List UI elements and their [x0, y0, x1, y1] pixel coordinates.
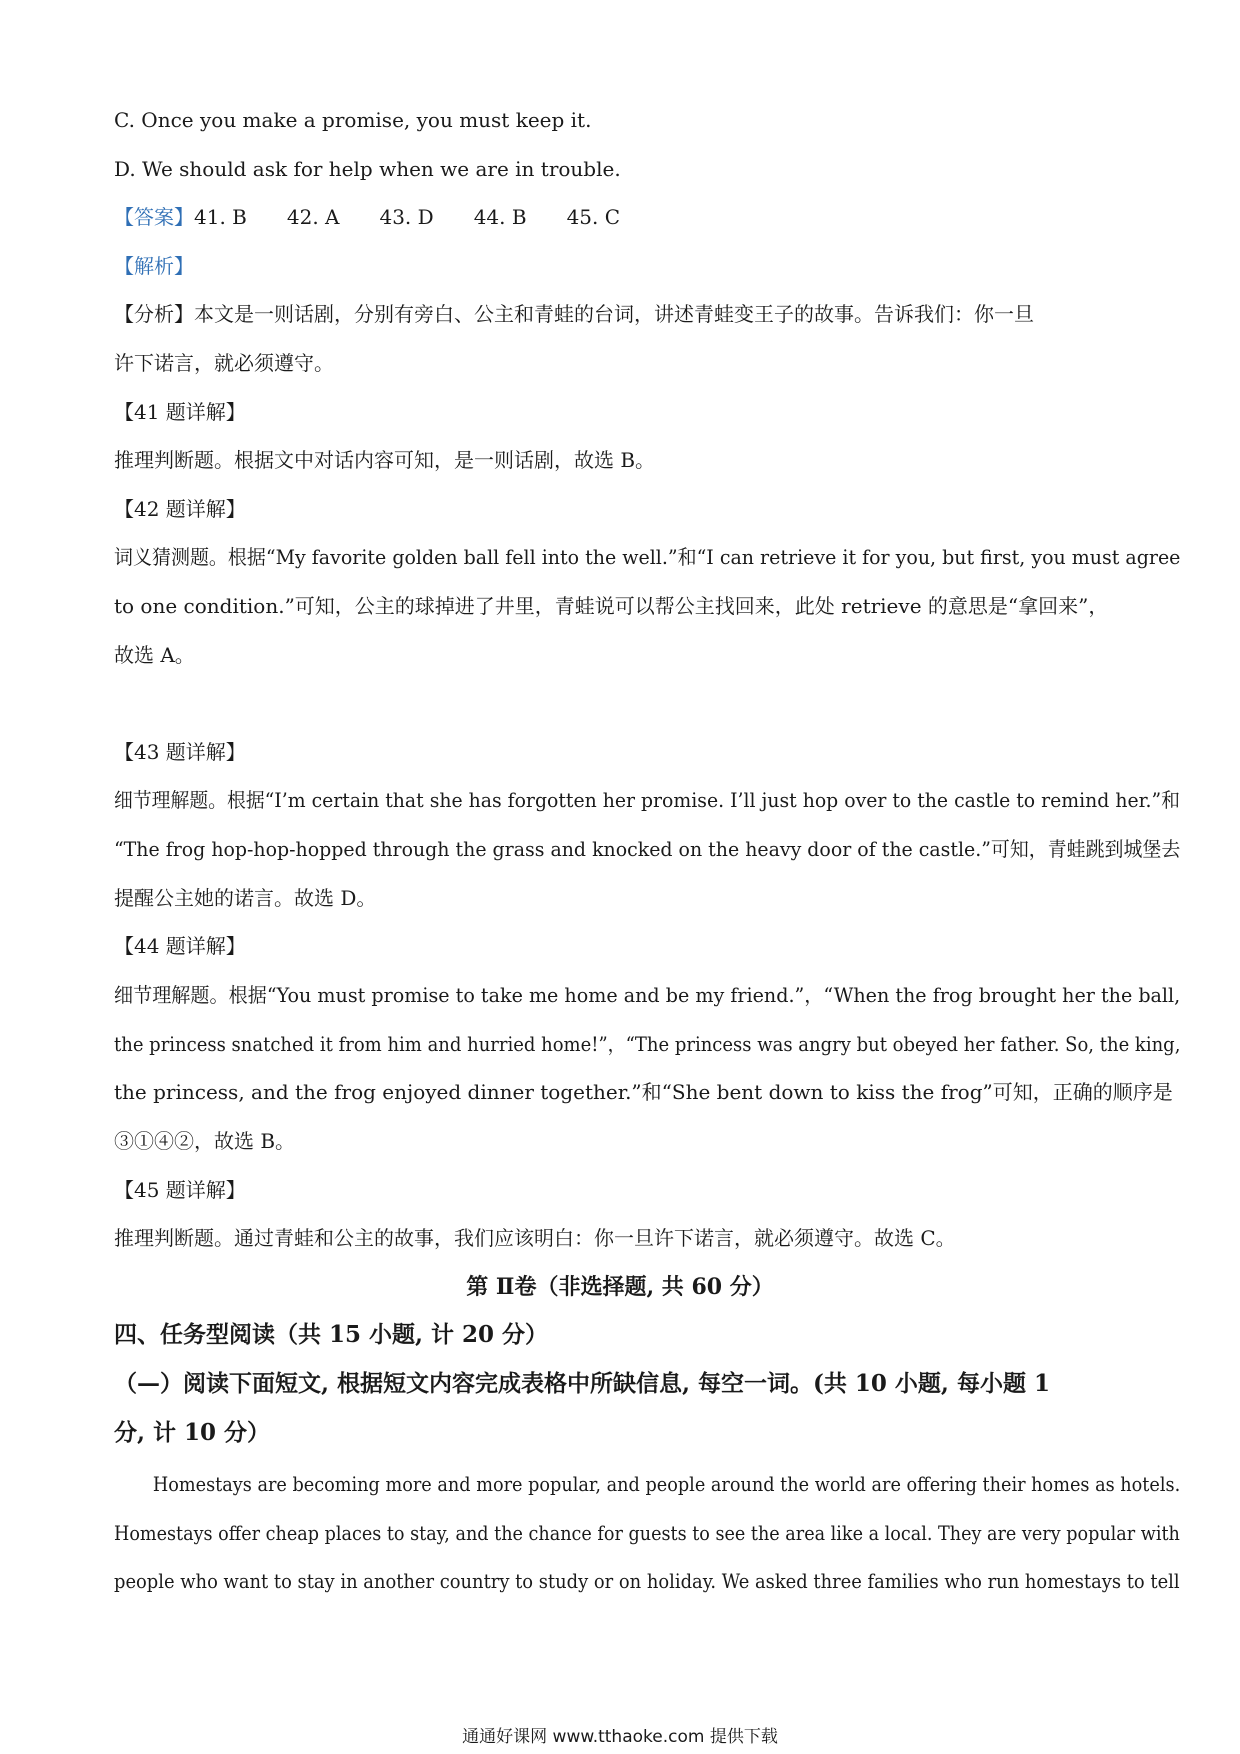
passage-line-2: Homestays offer cheap places to stay, and the chance for guests to see the area like a local. They are very popular with: [114, 1521, 1180, 1545]
answer-item-45: 45. C: [566, 205, 621, 229]
q41-line-1: 推理判断题。根据文中对话内容可知，是一则话剧，故选 B。: [114, 448, 656, 472]
q45-title: 【45 题详解】: [114, 1178, 246, 1202]
page-footer: 通通好课网 www.tthaoke.com 提供下载: [462, 1727, 778, 1747]
answer-item-44: 44. B: [473, 205, 527, 229]
q45-line-1: 推理判断题。通过青蛙和公主的故事，我们应该明白：你一旦许下诺言，就必须遵守。故选 C。: [114, 1226, 956, 1250]
q43-title: 【43 题详解】: [114, 740, 246, 764]
q44-line-2: the princess snatched it from him and hurried home!”，“The princess was angry but obeyed her father. So, the king,: [114, 1032, 1181, 1056]
option-c: C. Once you make a promise, you must keep it.: [114, 108, 592, 132]
subsection1-line-1: （—）阅读下面短文, 根据短文内容完成表格中所缺信息, 每空一词。(共 10 小题, 每小题 1: [114, 1370, 1050, 1397]
q44-title: 【44 题详解】: [114, 934, 246, 958]
q44-line-3: the princess, and the frog enjoyed dinner together.”和“She bent down to kiss the frog”可知，正确的顺序是: [114, 1080, 1173, 1104]
answer-item-42: 42. A: [286, 205, 340, 229]
answer-label: 【答案】: [114, 205, 194, 229]
part2-title: 第 Ⅱ卷（非选择题, 共 60 分）: [466, 1274, 774, 1300]
q42-line-2: to one condition.”可知，公主的球掉进了井里，青蛙说可以帮公主找回来，此处 retrieve 的意思是“拿回来”，: [114, 594, 1109, 618]
q43-line-1: 细节理解题。根据“I’m certain that she has forgotten her promise. I’ll just hop over to the castle to remind her.”和: [114, 788, 1180, 812]
option-d: D. We should ask for help when we are in trouble.: [114, 157, 621, 181]
jiexi-label: 【解析】: [114, 254, 194, 278]
subsection1-line-2: 分, 计 10 分）: [114, 1419, 271, 1446]
q43-line-2: “The frog hop-hop-hopped through the grass and knocked on the heavy door of the castle.”可知，青蛙跳到城堡去: [114, 837, 1181, 861]
q44-line-4: ③①④②，故选 B。: [114, 1129, 296, 1153]
q43-line-3: 提醒公主她的诺言。故选 D。: [114, 886, 377, 910]
passage-line-3: people who want to stay in another country to study or on holiday. We asked three families who run homestays to tell: [114, 1569, 1180, 1593]
q42-line-1: 词义猜测题。根据“My favorite golden ball fell into the well.”和“I can retrieve it for you, but first, you must agree: [114, 545, 1181, 569]
passage-line-1: Homestays are becoming more and more popular, and people around the world are offering their homes as hotels.: [152, 1472, 1181, 1496]
analysis-line-1: 【分析】本文是一则话剧，分别有旁白、公主和青蛙的台词，讲述青蛙变王子的故事。告诉我们：你一旦: [114, 302, 1034, 326]
answer-item-43: 43. D: [379, 205, 434, 229]
q42-line-3: 故选 A。: [114, 643, 195, 667]
answer-line: [114, 203, 1134, 231]
q44-line-1: 细节理解题。根据“You must promise to take me home and be my friend.”，“When the frog brought her the ball,: [114, 983, 1181, 1007]
section4-title: 四、任务型阅读（共 15 小题, 计 20 分）: [114, 1321, 549, 1348]
answer-item-41: 41. B: [194, 205, 247, 229]
q42-title: 【42 题详解】: [114, 497, 246, 521]
analysis-line-2: 许下诺言，就必须遵守。: [114, 351, 334, 375]
q41-title: 【41 题详解】: [114, 400, 246, 424]
